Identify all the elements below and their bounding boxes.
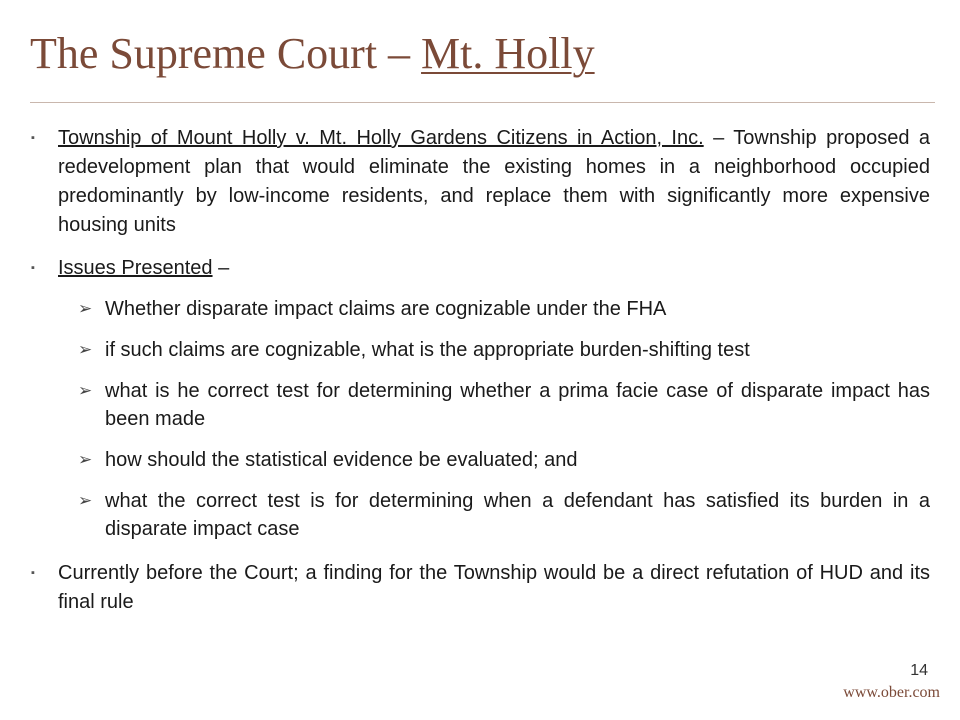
arrow-bullet-icon: ➢	[78, 299, 93, 318]
arrow-bullet-icon: ➢	[78, 381, 93, 400]
issue-text: Whether disparate impact claims are cognizable under the FHA	[105, 298, 667, 320]
current-text: Currently before the Court; a finding for the Township would be a direct refutation of HUD and its final rule	[58, 562, 930, 613]
issue-text: how should the statistical evidence be evaluated; and	[105, 449, 578, 471]
issue-text: what the correct test is for determining when a defendant has satisfied its burden in a disparate impact case	[105, 490, 930, 540]
page-number: 14	[910, 662, 928, 679]
case-description: – Township proposed a redevelopment plan that would eliminate the existing homes in a neighborhood occupied predominantly by low-income residents, and replace them with significantly more expensive housing units	[58, 127, 931, 236]
bullet-issues	[30, 254, 930, 283]
issues-suffix: –	[212, 257, 230, 279]
bullet-current	[30, 559, 930, 617]
issue-item	[30, 295, 930, 323]
arrow-bullet-icon: ➢	[78, 491, 93, 510]
square-bullet-icon: ▪	[31, 262, 35, 274]
title-prefix: The Supreme Court –	[30, 29, 422, 78]
issue-text: what is he correct test for determining whether a prima facie case of disparate impact has been made	[105, 380, 930, 430]
issue-text: if such claims are cognizable, what is the appropriate burden-shifting test	[105, 339, 750, 361]
issues-label: Issues Presented	[58, 257, 213, 279]
issue-item	[30, 446, 930, 474]
arrow-bullet-icon: ➢	[78, 340, 93, 359]
issue-item	[30, 377, 930, 433]
slide-content	[30, 124, 930, 631]
bullet-case	[30, 124, 930, 240]
title-link: Mt. Holly	[421, 29, 595, 78]
slide-title	[30, 30, 595, 78]
footer-url: www.ober.com	[843, 684, 940, 701]
case-name: Township of Mount Holly v. Mt. Holly Gardens Citizens in Action, Inc.	[58, 127, 704, 149]
issue-item	[30, 487, 930, 543]
issue-item	[30, 336, 930, 364]
square-bullet-icon: ▪	[31, 132, 35, 144]
arrow-bullet-icon: ➢	[78, 450, 93, 469]
title-divider	[30, 102, 935, 103]
square-bullet-icon: ▪	[31, 567, 35, 579]
